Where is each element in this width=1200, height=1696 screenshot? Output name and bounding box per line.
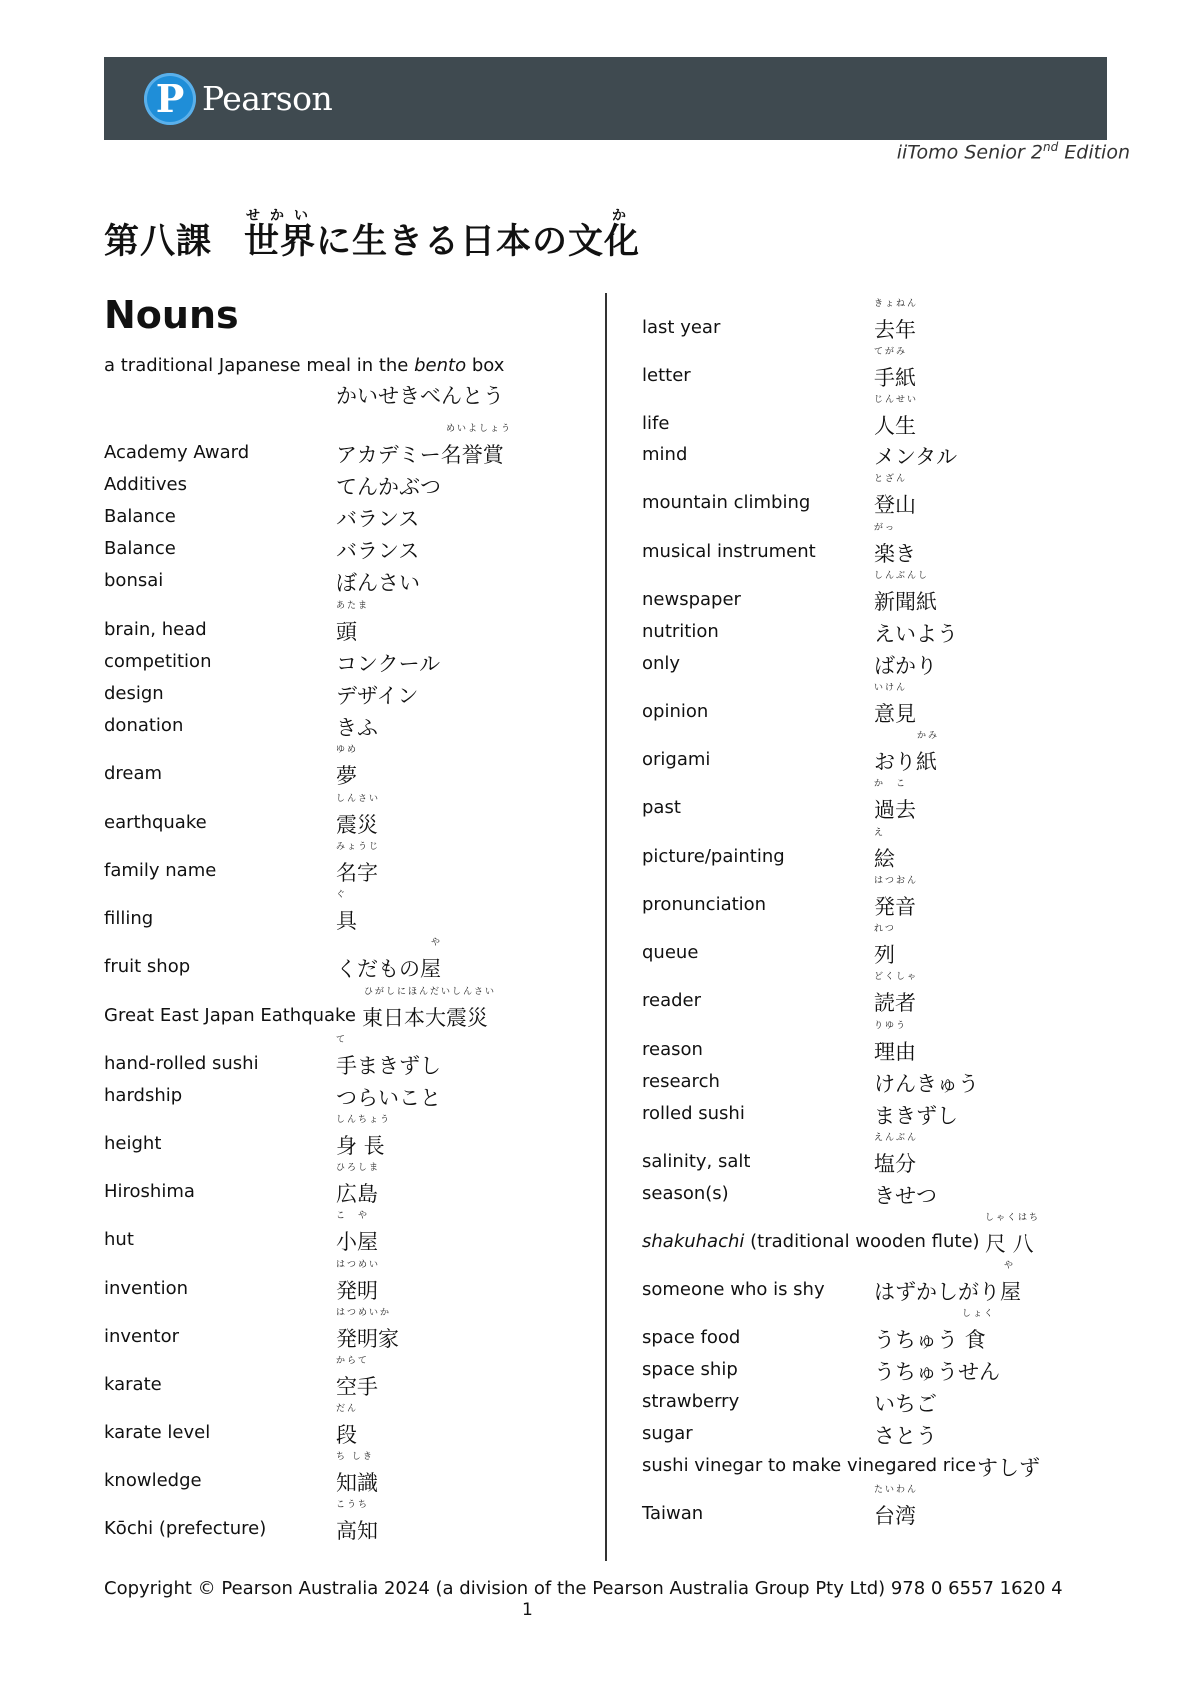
english-term: space ship xyxy=(642,1359,738,1380)
furigana-reading: とざん xyxy=(874,474,908,484)
japanese-term: 発明 はつめい xyxy=(336,1275,378,1305)
japanese-term: 発音 はつおん xyxy=(874,891,916,921)
title-ruby-ka: 化か xyxy=(604,208,641,262)
japanese-term: えいよう xyxy=(874,622,958,646)
furigana-reading: れつ xyxy=(874,924,896,934)
page-number: 1 xyxy=(522,1600,533,1620)
furigana-reading: こうち xyxy=(336,1500,370,1510)
english-term: mind xyxy=(642,444,688,465)
english-term: Academy Award xyxy=(104,442,250,463)
english-term: hardship xyxy=(104,1085,183,1106)
english-term: strawberry xyxy=(642,1391,740,1412)
english-term: dream xyxy=(104,763,163,784)
japanese-term: 台湾 たいわん xyxy=(874,1500,916,1530)
furigana-reading: しょく xyxy=(962,1309,996,1319)
japanese-term: さとう xyxy=(874,1424,937,1448)
copyright-notice: Copyright © Pearson Australia 2024 (a division of the Pearson Australia Group Pty Ltd) 978 0 6557 1620 4 xyxy=(104,1578,1063,1599)
japanese-term: 塩分 えんぶん xyxy=(874,1148,916,1178)
english-term: design xyxy=(104,683,164,704)
japanese-term: 列 れつ xyxy=(874,939,895,969)
japanese-term: くだもの屋 や xyxy=(336,953,441,983)
edition-label: iiTomo Senior 2nd Edition xyxy=(896,140,1130,164)
english-term: research xyxy=(642,1071,720,1092)
english-term: Kōchi (prefecture) xyxy=(104,1518,267,1539)
english-term: bonsai xyxy=(104,570,164,591)
furigana-reading: え xyxy=(874,828,886,838)
japanese-term: 登山 とざん xyxy=(874,489,916,519)
japanese-term: 知識 ち しき xyxy=(336,1467,378,1497)
english-term: filling xyxy=(104,908,154,929)
japanese-term: まきずし xyxy=(874,1104,958,1128)
japanese-term: つらいこと xyxy=(336,1086,441,1110)
furigana-reading: だん xyxy=(336,1404,359,1414)
japanese-term: 手紙 てがみ xyxy=(874,362,916,392)
english-term: family name xyxy=(104,860,217,881)
japanese-term: 新聞紙 しんぶんし xyxy=(874,586,937,616)
japanese-term: 発明家 はつめいか xyxy=(336,1323,399,1353)
japanese-term: 名字 みょうじ xyxy=(336,857,378,887)
japanese-term: デザイン xyxy=(336,684,419,708)
english-term: Taiwan xyxy=(642,1503,704,1524)
furigana-reading: かみ xyxy=(917,731,940,741)
japanese-term: 頭 あたま xyxy=(336,616,357,646)
japanese-term: 広島 ひろしま xyxy=(336,1178,378,1208)
english-term: nutrition xyxy=(642,621,719,642)
english-term: knowledge xyxy=(104,1470,202,1491)
english-term: a traditional Japanese meal in the bento box xyxy=(104,355,505,376)
japanese-term: はずかしがり屋 や xyxy=(874,1276,1021,1306)
column-divider xyxy=(605,293,607,1561)
furigana-reading: や xyxy=(1004,1261,1016,1271)
japanese-term: きせつ xyxy=(874,1184,937,1208)
japanese-term: 過去 か こ xyxy=(874,794,916,824)
japanese-term: 具 ぐ xyxy=(336,905,357,935)
english-term: space food xyxy=(642,1327,741,1348)
furigana-reading: めいよしょう xyxy=(446,424,513,434)
japanese-term: うちゅう 食 しょく xyxy=(874,1324,986,1354)
japanese-term: 読者 どくしゃ xyxy=(874,987,916,1017)
furigana-reading: てがみ xyxy=(874,347,908,357)
japanese-term: ばかり xyxy=(874,654,937,678)
english-term: brain, head xyxy=(104,619,207,640)
english-term: last year xyxy=(642,317,721,338)
english-term: karate level xyxy=(104,1422,211,1443)
japanese-term: アカデミー名誉賞 めいよしょう xyxy=(336,439,504,469)
japanese-term: 身 長 しんちょう xyxy=(336,1130,385,1160)
english-term: inventor xyxy=(104,1326,180,1347)
furigana-reading: ぐ xyxy=(336,890,348,900)
furigana-reading: はつめい xyxy=(336,1260,381,1270)
lesson-title: 第八課 世界せかいに生きる日本の文化か xyxy=(104,208,641,262)
english-term: hand-rolled sushi xyxy=(104,1053,259,1074)
japanese-term: すしず xyxy=(977,1456,1040,1480)
english-term: life xyxy=(642,413,670,434)
english-term: queue xyxy=(642,942,699,963)
furigana-reading: こ や xyxy=(336,1211,370,1221)
japanese-term: 東日本大震災 ひがしにほんだいしんさい xyxy=(362,1002,488,1032)
furigana-reading: たいわん xyxy=(874,1485,919,1495)
english-term: earthquake xyxy=(104,812,207,833)
english-term: invention xyxy=(104,1278,189,1299)
japanese-term: うちゅうせん xyxy=(874,1360,1000,1384)
english-term: Hiroshima xyxy=(104,1181,195,1202)
japanese-term: おり紙 かみ xyxy=(874,746,937,776)
japanese-term: 高知 こうち xyxy=(336,1515,378,1545)
english-term: competition xyxy=(104,651,212,672)
furigana-reading: どくしゃ xyxy=(874,972,919,982)
section-heading: Nouns xyxy=(104,293,239,337)
japanese-term: 理由 りゆう xyxy=(874,1036,916,1066)
english-term: origami xyxy=(642,749,711,770)
english-term: salinity, salt xyxy=(642,1151,751,1172)
english-term: karate xyxy=(104,1374,162,1395)
english-term: reader xyxy=(642,990,702,1011)
english-term: only xyxy=(642,653,681,674)
furigana-reading: しんちょう xyxy=(336,1115,392,1125)
english-term: Additives xyxy=(104,474,188,495)
furigana-reading: ひがしにほんだいしんさい xyxy=(364,987,497,997)
japanese-term: コンクール xyxy=(336,652,441,676)
furigana-reading: いけん xyxy=(874,683,908,693)
japanese-term: 小屋 こ や xyxy=(336,1226,378,1256)
english-term: sushi vinegar to make vinegared rice xyxy=(642,1455,977,1476)
japanese-term: きふ xyxy=(336,716,378,740)
furigana-reading: ひろしま xyxy=(336,1163,381,1173)
furigana-reading: きょねん xyxy=(874,299,919,309)
japanese-term: 去年 きょねん xyxy=(874,314,916,344)
english-term: mountain climbing xyxy=(642,492,811,513)
english-term: season(s) xyxy=(642,1183,729,1204)
japanese-term: 尺 八 しゃくはち xyxy=(985,1228,1034,1258)
english-term: newspaper xyxy=(642,589,741,610)
english-term: donation xyxy=(104,715,184,736)
japanese-term: 夢 ゆめ xyxy=(336,760,357,790)
english-term: Balance xyxy=(104,538,176,559)
japanese-term: 楽き がっ xyxy=(874,538,916,568)
english-term: opinion xyxy=(642,701,709,722)
japanese-term: 手まきずし て xyxy=(336,1050,441,1080)
furigana-reading: て xyxy=(336,1035,348,1045)
japanese-term: 段 だん xyxy=(336,1419,357,1449)
english-term: height xyxy=(104,1133,162,1154)
furigana-reading: しゃくはち xyxy=(985,1213,1041,1223)
title-ruby-sekai: 世界せかい xyxy=(244,208,317,262)
english-term: sugar xyxy=(642,1423,693,1444)
brand-name: Pearson xyxy=(202,79,333,118)
furigana-reading: か こ xyxy=(874,779,908,789)
furigana-reading: あたま xyxy=(336,601,370,611)
pearson-logo-icon: P xyxy=(144,73,196,125)
furigana-reading: ゆめ xyxy=(336,745,359,755)
japanese-term: てんかぶつ xyxy=(336,475,441,499)
english-term: picture/painting xyxy=(642,846,785,867)
japanese-term: 空手 からて xyxy=(336,1371,378,1401)
furigana-reading: えんぶん xyxy=(874,1133,919,1143)
english-term: musical instrument xyxy=(642,541,816,562)
english-term: pronunciation xyxy=(642,894,767,915)
japanese-term: かいせきべんとう xyxy=(336,384,504,408)
furigana-reading: しんぶんし xyxy=(874,571,930,581)
japanese-term: 絵 え xyxy=(874,843,895,873)
english-term: someone who is shy xyxy=(642,1279,825,1300)
furigana-reading: はつおん xyxy=(874,876,919,886)
japanese-term: 意見 いけん xyxy=(874,698,916,728)
japanese-term: 震災 しんさい xyxy=(336,809,378,839)
english-term: past xyxy=(642,797,681,818)
lesson-number: 第八課 xyxy=(104,222,213,262)
japanese-term: 人生 じんせい xyxy=(874,410,916,440)
japanese-term: バランス xyxy=(336,539,420,563)
japanese-term: ぼんさい xyxy=(336,571,420,595)
furigana-reading: じんせい xyxy=(874,395,919,405)
furigana-reading: からて xyxy=(336,1356,369,1366)
english-term: hut xyxy=(104,1229,134,1250)
furigana-reading: や xyxy=(431,938,443,948)
japanese-term: メンタル xyxy=(874,445,958,469)
furigana-reading: みょうじ xyxy=(336,842,381,852)
english-term: reason xyxy=(642,1039,703,1060)
furigana-reading: はつめいか xyxy=(336,1308,392,1318)
english-term: letter xyxy=(642,365,691,386)
japanese-term: けんきゅう xyxy=(874,1072,979,1096)
english-term: fruit shop xyxy=(104,956,191,977)
english-term: Great East Japan Eathquake xyxy=(104,1005,356,1026)
header-banner xyxy=(104,57,1107,140)
furigana-reading: がっ xyxy=(874,523,897,533)
japanese-term: バランス xyxy=(336,507,420,531)
furigana-reading: ち しき xyxy=(336,1452,374,1462)
japanese-term: いちご xyxy=(874,1392,937,1416)
english-term: rolled sushi xyxy=(642,1103,745,1124)
furigana-reading: りゆう xyxy=(874,1021,908,1031)
english-term: shakuhachi (traditional wooden flute) xyxy=(642,1231,980,1252)
furigana-reading: しんさい xyxy=(336,794,381,804)
english-term: Balance xyxy=(104,506,176,527)
